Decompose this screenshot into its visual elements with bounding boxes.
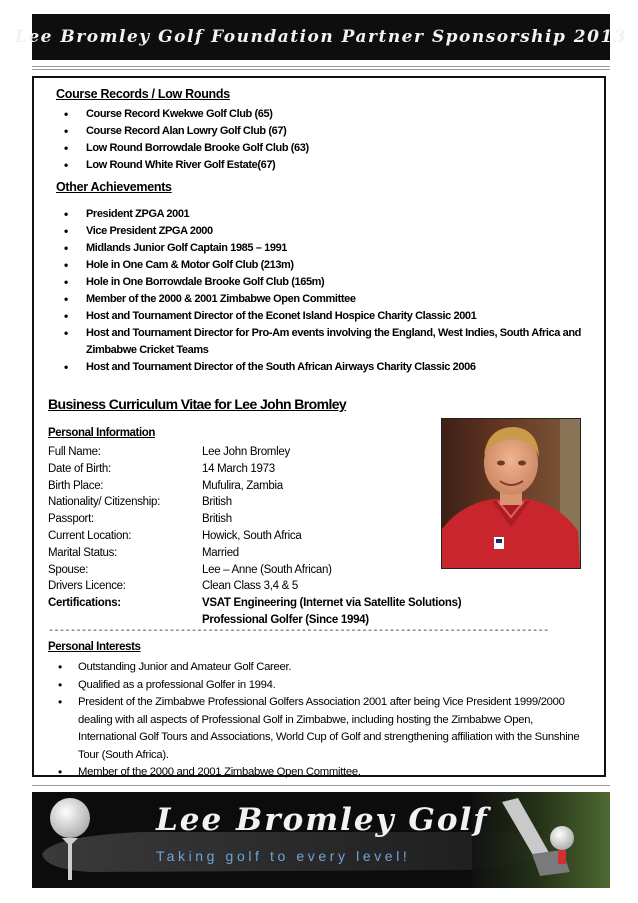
list-item: • Member of the 2000 and 2001 Zimbabwe Open Committee. — [48, 764, 594, 782]
info-label: Drivers Licence: — [48, 580, 126, 593]
list-item: • President of the Zimbabwe Professional Golfers Association 2001 after being Vice President 1999/2000 dealing with all aspects of Professional Golf in Zimbabwe, including hosting the Zimbabwe Open, International Golf Tours and Associations, World Cup of Golf and strengthening affiliation with the Sunshine Tour (South Africa). — [48, 694, 594, 764]
info-label: Nationality/ Citizenship: — [48, 496, 161, 509]
info-value: Lee – Anne (South African) — [202, 563, 332, 576]
personal-information-heading: Personal Information — [48, 427, 156, 439]
info-label: Birth Place: — [48, 479, 104, 492]
info-label: Current Location: — [48, 529, 132, 542]
info-value: VSAT Engineering (Internet via Satellite Solutions) — [202, 597, 462, 610]
course-records-heading: Course Records / Low Rounds — [56, 87, 230, 101]
list-item: • Host and Tournament Director for Pro-Am events involving the England, West Indies, South Africa and Zimbabwe Cricket Teams — [56, 325, 596, 359]
list-item: • Host and Tournament Director of the Econet Island Hospice Charity Classic 2001 — [56, 308, 596, 325]
course-records-list — [56, 106, 596, 174]
info-label: Spouse: — [48, 563, 89, 576]
info-value: Professional Golfer (Since 1994) — [202, 613, 369, 626]
list-item: • Low Round Borrowdale Brooke Golf Club (63) — [56, 140, 596, 157]
info-value: Clean Class 3,4 & 5 — [202, 580, 298, 593]
list-item: • Midlands Junior Golf Captain 1985 – 1991 — [56, 240, 596, 257]
header-rule-2 — [32, 69, 610, 70]
footer-logo-text: Lee Bromley Golf — [156, 802, 489, 838]
content-box — [32, 76, 606, 777]
info-row-spouse — [48, 562, 461, 579]
info-label: Certifications: — [48, 597, 121, 610]
achievements-list — [56, 206, 596, 376]
info-value: Howick, South Africa — [202, 529, 302, 542]
info-value: British — [202, 513, 232, 526]
list-item: • Member of the 2000 & 2001 Zimbabwe Open Committee — [56, 291, 596, 308]
info-value: Married — [202, 546, 239, 559]
info-label: Passport: — [48, 513, 94, 526]
list-item: • Course Record Alan Lowry Golf Club (67) — [56, 123, 596, 140]
list-item: • Outstanding Junior and Amateur Golf Career. — [48, 659, 594, 677]
info-row-location — [48, 528, 461, 545]
footer-rule — [32, 785, 610, 786]
info-row-certifications — [48, 595, 461, 612]
info-row-birth-place — [48, 478, 461, 495]
list-item: • Course Record Kwekwe Golf Club (65) — [56, 106, 596, 123]
header-title: Lee Bromley Golf Foundation Partner Sponsorship 2013 — [14, 27, 628, 47]
portrait-illustration — [442, 419, 580, 568]
list-item: • Qualified as a professional Golfer in 1994. — [48, 677, 594, 695]
info-row-marital-status — [48, 545, 461, 562]
footer-tagline: Taking golf to every level! — [156, 848, 411, 864]
personal-info-table — [48, 444, 461, 629]
info-label: Marital Status: — [48, 546, 117, 559]
list-item: • Hole in One Cam & Motor Golf Club (213m) — [56, 257, 596, 274]
info-value: 14 March 1973 — [202, 462, 275, 475]
list-item: • President ZPGA 2001 — [56, 206, 596, 223]
info-value: Mufulira, Zambia — [202, 479, 283, 492]
info-row-nationality — [48, 494, 461, 511]
info-row-full-name — [48, 444, 461, 461]
info-row-passport — [48, 511, 461, 528]
info-value: Lee John Bromley — [202, 446, 290, 458]
info-value: British — [202, 496, 232, 509]
list-item: • Vice President ZPGA 2000 — [56, 223, 596, 240]
list-item: • Host and Tournament Director of the South African Airways Charity Classic 2006 — [56, 359, 596, 376]
list-item: • Low Round White River Golf Estate(67) — [56, 157, 596, 174]
list-item: • Hole in One Borrowdale Brooke Golf Club (165m) — [56, 274, 596, 291]
section-separator: ------------------------------------------------------------------------------------------- — [48, 626, 549, 637]
header-banner — [14, 14, 628, 60]
personal-interests-heading: Personal Interests — [48, 641, 141, 653]
info-label: Full Name: — [48, 446, 101, 458]
portrait-photo — [441, 418, 581, 569]
cv-title: Business Curriculum Vitae for Lee John Bromley — [48, 396, 347, 412]
info-row-dob — [48, 461, 461, 478]
footer-banner — [32, 792, 610, 888]
header-rule — [32, 66, 610, 67]
other-achievements-heading: Other Achievements — [56, 180, 172, 194]
info-row-licence — [48, 578, 461, 595]
personal-interests-list — [48, 659, 594, 782]
info-label: Date of Birth: — [48, 462, 111, 475]
